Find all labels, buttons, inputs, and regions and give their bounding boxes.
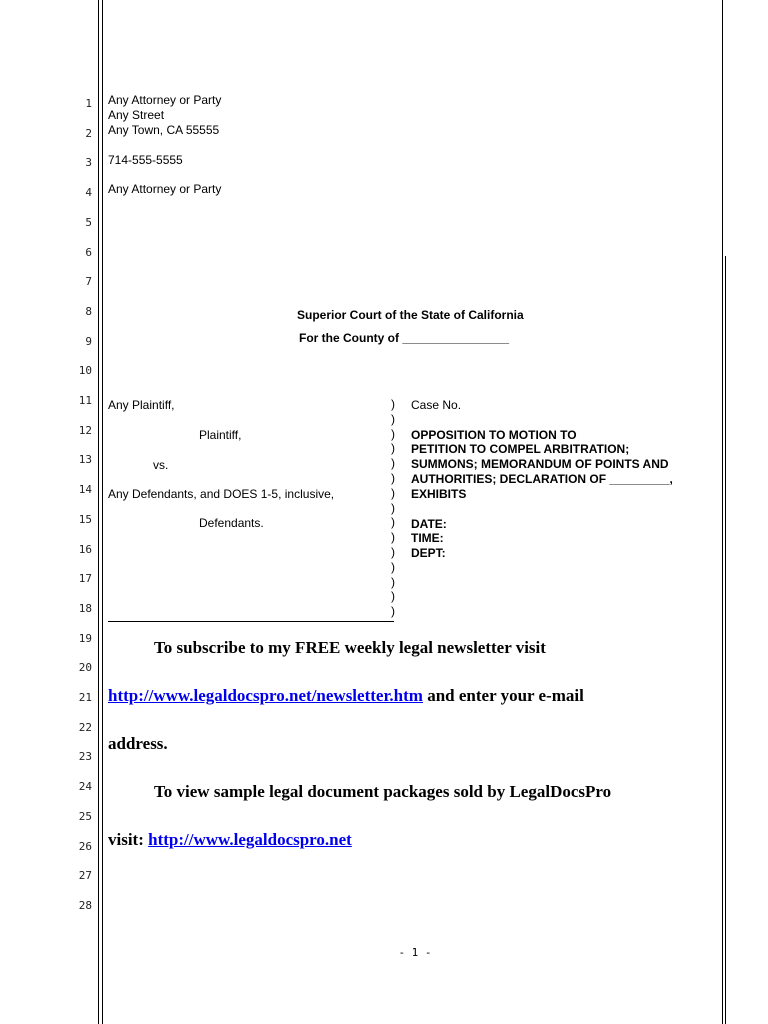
attorney-phone: 714-555-5555 [108, 153, 183, 167]
line-number: 8 [85, 304, 92, 318]
line-number: 13 [78, 453, 92, 467]
line-number: 21 [78, 691, 92, 704]
plaintiff-label: Plaintiff, [199, 428, 242, 442]
plaintiff-name: Any Plaintiff, [108, 398, 175, 412]
right-margin-rule [722, 0, 723, 1024]
attorney-name: Any Attorney or Party [108, 93, 222, 107]
line-number: 17 [78, 572, 92, 586]
site-link[interactable]: http://www.legaldocspro.net [148, 830, 352, 849]
court-name: Superior Court of the State of California [297, 308, 524, 322]
line-number: 25 [78, 809, 92, 823]
caption-parentheses: ) ) ) ) ) ) ) ) ) ) ) ) ) ) ) [391, 397, 395, 619]
line-number: 12 [78, 423, 92, 437]
document-title-line-5: EXHIBITS [411, 487, 467, 501]
document-title-line-3: SUMMONS; MEMORANDUM OF POINTS AND [411, 457, 669, 471]
versus-label: vs. [153, 458, 169, 472]
visit-line [108, 830, 352, 850]
left-margin-rule-inner [102, 0, 103, 1024]
line-number: 26 [78, 839, 92, 853]
line-number: 7 [85, 275, 92, 289]
line-number: 14 [78, 483, 92, 497]
line-number: 6 [85, 245, 92, 259]
page-number: - 1 - [398, 946, 432, 959]
line-number: 5 [85, 215, 92, 229]
defendants-label: Defendants. [199, 516, 264, 530]
right-margin-rule-outer [725, 256, 726, 1024]
line-number: 2 [85, 126, 92, 140]
document-title-line-4: AUTHORITIES; DECLARATION OF _________, [411, 472, 673, 486]
attorney-for: Any Attorney or Party [108, 182, 222, 196]
document-title-line-2: PETITION TO COMPEL ARBITRATION; [411, 442, 630, 456]
newsletter-line-rest: and enter your e-mail [422, 686, 584, 705]
left-margin-rule [98, 0, 99, 1024]
line-number: 15 [78, 512, 92, 526]
line-number: 24 [78, 780, 92, 794]
newsletter-line [108, 686, 584, 706]
line-number: 20 [78, 661, 92, 675]
defendants-name: Any Defendants, and DOES 1-5, inclusive, [108, 487, 335, 501]
line-number: 3 [85, 156, 92, 170]
hearing-dept-label: DEPT: [411, 546, 446, 560]
line-number: 27 [78, 869, 92, 883]
line-number: 18 [78, 601, 92, 615]
attorney-street: Any Street [108, 108, 165, 122]
line-number: 23 [78, 750, 92, 764]
court-county: For the County of ________________ [299, 331, 510, 345]
line-number: 16 [78, 542, 92, 556]
line-number: 22 [78, 720, 92, 734]
line-number: 11 [78, 394, 92, 407]
hearing-time-label: TIME: [411, 531, 444, 545]
case-number-label: Case No. [411, 398, 462, 412]
line-number: 10 [78, 364, 92, 378]
line-number: 19 [78, 631, 92, 645]
hearing-date-label: DATE: [411, 517, 447, 531]
line-number: 4 [85, 186, 92, 200]
line-number: 9 [85, 334, 92, 348]
newsletter-text: To subscribe to my FREE weekly legal newsletter visit [154, 638, 546, 657]
newsletter-link[interactable]: http://www.legaldocspro.net/newsletter.htm [108, 686, 423, 705]
address-text: address. [108, 734, 168, 753]
document-title-line-1: OPPOSITION TO MOTION TO [411, 428, 577, 442]
line-number: 28 [78, 898, 92, 912]
line-number: 1 [85, 97, 92, 110]
attorney-city: Any Town, CA 55555 [108, 123, 220, 137]
caption-bottom-rule [108, 621, 394, 622]
visit-prefix: visit: [108, 830, 149, 849]
packages-text: To view sample legal document packages sold by LegalDocsPro [154, 782, 612, 801]
